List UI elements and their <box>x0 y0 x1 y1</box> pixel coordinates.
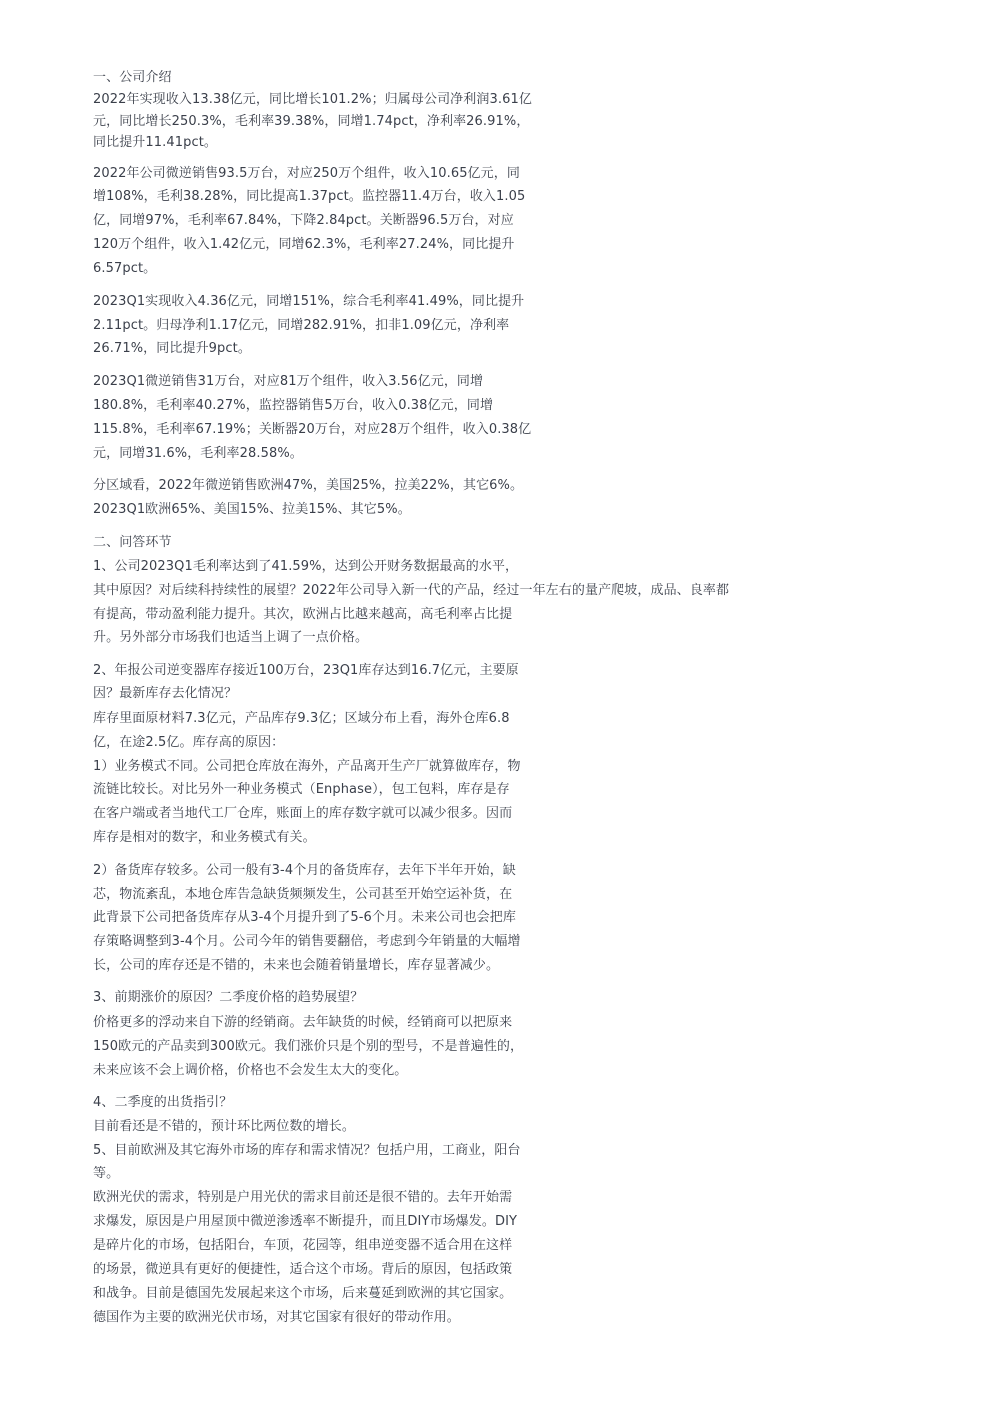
text-line: 2023Q1实现收入4.36亿元，同增151%，综合毛利率41.49%，同比提升 <box>93 294 525 309</box>
text-line: 价格更多的浮动来自下游的经销商。去年缺货的时候，经销商可以把原来 <box>93 1015 513 1030</box>
text-line: 180.8%，毛利率40.27%，监控器销售5万台，收入0.38亿元，同增 <box>93 398 494 413</box>
text-line: 115.8%，毛利率67.19%；关断器20万台，对应28万个组件，收入0.38亿 <box>93 422 532 437</box>
text-line: 等。 <box>93 1166 120 1181</box>
text-line: 2）备货库存较多。公司一般有3-4个月的备货库存，去年下半年开始，缺 <box>93 863 516 878</box>
text-line: 存策略调整到3-4个月。公司今年的销售要翻倍，考虑到今年销量的大幅增 <box>93 934 521 949</box>
text-line: 2.11pct。归母净利1.17亿元，同增282.91%，扣非1.09亿元，净利率 <box>93 318 510 333</box>
text-line: 同比提升11.41pct。 <box>93 135 218 150</box>
text-line: 2023Q1微逆销售31万台，对应81万个组件，收入3.56亿元，同增 <box>93 374 484 389</box>
text-line: 4、二季度的出货指引？ <box>93 1095 233 1110</box>
text-line: 5、目前欧洲及其它海外市场的库存和需求情况？包括户用，工商业，阳台 <box>93 1143 521 1158</box>
text-line: 150欧元的产品卖到300欧元。我们涨价只是个别的型号，不是普遍性的， <box>93 1039 524 1054</box>
text-line: 3、前期涨价的原因？二季度价格的趋势展望？ <box>93 990 364 1005</box>
text-line: 2022年实现收入13.38亿元，同比增长101.2%；归属母公司净利润3.61亿 <box>93 92 532 107</box>
text-line: 2、年报公司逆变器库存接近100万台，23Q1库存达到16.7亿元，主要原 <box>93 663 519 678</box>
text-line: 和战争。目前是德国先发展起来这个市场，后来蔓延到欧洲的其它国家。 <box>93 1286 513 1301</box>
text-line: 有提高，带动盈利能力提升。其次，欧洲占比越来越高，高毛利率占比提 <box>93 607 513 622</box>
text-line: 2023Q1欧洲65%、美国15%、拉美15%、其它5%。 <box>93 502 411 517</box>
text-line: 流链比较长。对比另外一种业务模式（Enphase），包工包料，库存是存 <box>93 782 510 797</box>
text-line: 未来应该不会上调价格，价格也不会发生太大的变化。 <box>93 1063 408 1078</box>
text-line: 升。另外部分市场我们也适当上调了一点价格。 <box>93 630 369 645</box>
text-line: 是碎片化的市场，包括阳台，车顶，花园等，组串逆变器不适合用在这样 <box>93 1238 513 1253</box>
text-line: 元，同增31.6%，毛利率28.58%。 <box>93 446 303 461</box>
text-line: 其中原因？对后续科持续性的展望？2022年公司导入新一代的产品，经过一年左右的量产爬坡，成品、良率都 <box>93 583 730 598</box>
text-line: 芯，物流紊乱，本地仓库告急缺货频频发生，公司甚至开始空运补货，在 <box>93 887 513 902</box>
text-line: 求爆发，原因是户用屋顶中微逆渗透率不断提升，而且DIY市场爆发。DIY <box>93 1214 518 1229</box>
text-line: 增108%，毛利38.28%，同比提高1.37pct。监控器11.4万台，收入1.05 <box>93 189 526 204</box>
text-line: 1）业务模式不同。公司把仓库放在海外，产品离开生产厂就算做库存，物 <box>93 759 521 774</box>
text-line: 的场景，微逆具有更好的便捷性，适合这个市场。背后的原因，包括政策 <box>93 1262 513 1277</box>
text-line: 在客户端或者当地代工厂仓库，账面上的库存数字就可以减少很多。因而 <box>93 806 513 821</box>
text-line: 因？最新库存去化情况？ <box>93 686 238 701</box>
text-line: 德国作为主要的欧洲光伏市场，对其它国家有很好的带动作用。 <box>93 1310 460 1325</box>
text-line: 库存里面原材料7.3亿元，产品库存9.3亿；区域分布上看，海外仓库6.8 <box>93 711 510 726</box>
text-line: 2022年公司微逆销售93.5万台，对应250万个组件，收入10.65亿元，同 <box>93 166 520 181</box>
text-line: 目前看还是不错的，预计环比两位数的增长。 <box>93 1119 356 1134</box>
text-line: 亿，同增97%，毛利率67.84%，下降2.84pct。关断器96.5万台，对应 <box>93 213 514 228</box>
text-line: 长，公司的库存还是不错的，未来也会随着销量增长，库存显著减少。 <box>93 958 500 973</box>
text-line: 分区域看，2022年微逆销售欧洲47%，美国25%，拉美22%，其它6%。 <box>93 478 524 493</box>
section-heading: 二、问答环节 <box>93 535 172 550</box>
section-heading: 一、公司介绍 <box>93 70 172 85</box>
text-line: 库存是相对的数字，和业务模式有关。 <box>93 830 316 845</box>
text-line: 6.57pct。 <box>93 261 157 276</box>
text-line: 120万个组件，收入1.42亿元，同增62.3%，毛利率27.24%，同比提升 <box>93 237 515 252</box>
text-line: 此背景下公司把备货库存从3-4个月提升到了5-6个月。未来公司也会把库 <box>93 910 516 925</box>
text-line: 欧洲光伏的需求，特别是户用光伏的需求目前还是很不错的。去年开始需 <box>93 1190 513 1205</box>
text-line: 1、公司2023Q1毛利率达到了41.59%，达到公开财务数据最高的水平， <box>93 559 519 574</box>
text-line: 元，同比增长250.3%，毛利率39.38%，同增1.74pct，净利率26.91%， <box>93 114 530 129</box>
text-line: 26.71%，同比提升9pct。 <box>93 341 251 356</box>
text-line: 亿，在途2.5亿。库存高的原因： <box>93 735 285 750</box>
